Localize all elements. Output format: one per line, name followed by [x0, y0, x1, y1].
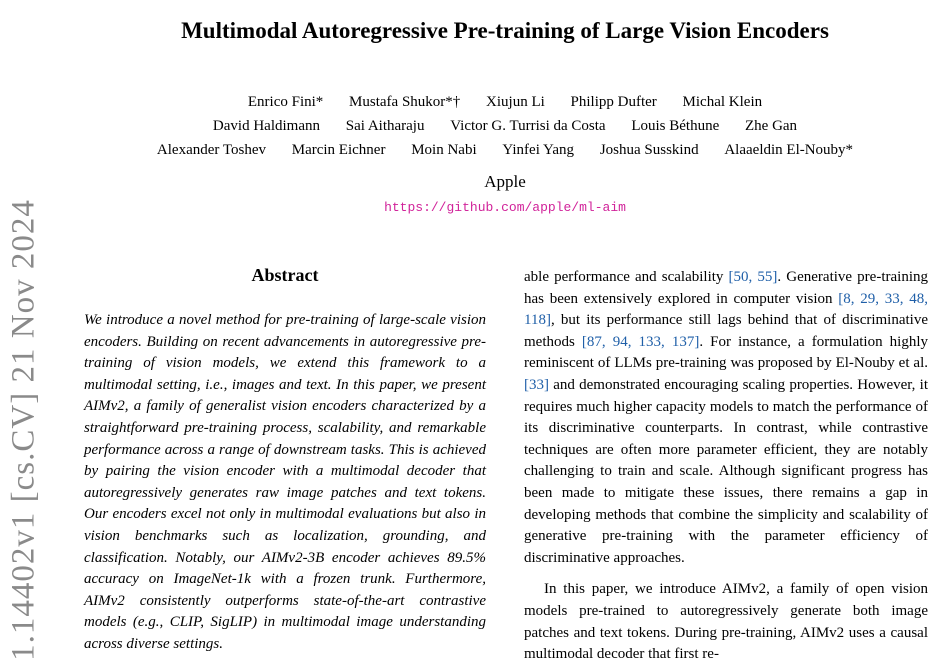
citation-link[interactable]: [8, 29, 33, 48, 118]: [524, 290, 928, 329]
author: Yinfei Yang: [502, 142, 575, 158]
author: Moin Nabi: [411, 142, 477, 158]
affiliation: Apple: [484, 172, 526, 191]
intro-paragraph-1: able performance and scalability [50, 55]. Generative pre-training has been extensively explored in computer vision [8, 29, 33, 48, 118], but its performance still lags behind that of discriminative methods [87, 94, 133, 137]. For instance, a formulation highly reminiscent of LLMs pre-training was proposed by El-Nouby et al. [33] and demonstrated encouraging scaling properties. However, it requires much higher capacity models to match the performance of its discriminative counterparts. In contrast, while contrastive techniques are often more parameter efficient, they are notably challenging to train and scale. Although significant progress has been made to mitigate these issues, there remains a gap in developing methods that combine the simplicity and scalability of generative pre-training with the parameter efficiency of discriminative approaches.: [524, 269, 928, 566]
author: Michal Klein: [682, 94, 763, 110]
author: David Haldimann: [212, 118, 320, 134]
arxiv-id: 1.14402v1 [cs.CV] 21 Nov 2024: [5, 199, 42, 661]
author: Zhe Gan: [745, 118, 798, 134]
author-row-1: [60, 94, 948, 111]
paper-title: Multimodal Autoregressive Pre-training of Large Vision Encoders: [181, 18, 829, 43]
author: Louis Béthune: [631, 118, 720, 134]
author: Alexander Toshev: [156, 142, 266, 158]
introduction-column: [524, 267, 928, 666]
author: Sai Aitharaju: [345, 118, 425, 134]
intro-paragraph-2: In this paper, we introduce AIMv2, a family of open vision models pre-trained to autoregressively generate both image patches and text tokens. During pre-training, AIMv2 uses a causal multimodal decoder that first re-: [524, 581, 928, 663]
author: Xiujun Li: [486, 94, 545, 110]
citation-link[interactable]: [33]: [524, 376, 549, 393]
author: Philipp Dufter: [570, 94, 657, 110]
author: Marcin Eichner: [291, 142, 386, 158]
arxiv-side-stamp: [0, 0, 48, 663]
author: Enrico Fini*: [247, 94, 324, 110]
author: Mustafa Shukor*†: [349, 94, 461, 110]
repo-link[interactable]: https://github.com/apple/ml-aim: [384, 200, 626, 215]
author: Alaaeldin El-Nouby*: [724, 142, 854, 158]
author: Joshua Susskind: [599, 142, 699, 158]
citation-link[interactable]: [50, 55]: [728, 269, 778, 285]
abstract-heading: Abstract: [251, 265, 319, 285]
abstract-body: We introduce a novel method for pre-training of large-scale vision encoders. Building on recent advancements in autoregressive pre-training of vision models, we extend this framework to a multimodal setting, i.e., images and text. In this paper, we present AIMv2, a family of generalist vision encoders characterized by a straightforward pre-training process, scalability, and remarkable performance across a range of downstream tasks. This is achieved by pairing the vision encoder with a multimodal decoder that autoregressively generates raw image patches and text tokens. Our encoders excel not only in multimodal evaluations but also in vision benchmarks such as localization, grounding, and classification. Notably, our AIMv2-3B encoder achieves 89.5% accuracy on ImageNet-1k with a frozen trunk. Furthermore, AIMv2 consistently outperforms state-of-the-art contrastive models (e.g., CLIP, SigLIP) in multimodal image understanding across diverse settings.: [84, 312, 486, 652]
author-row-3: [60, 142, 948, 159]
author: Victor G. Turrisi da Costa: [450, 118, 606, 134]
author-row-2: [60, 118, 948, 135]
citation-link[interactable]: [87, 94, 133, 137]: [581, 333, 700, 350]
